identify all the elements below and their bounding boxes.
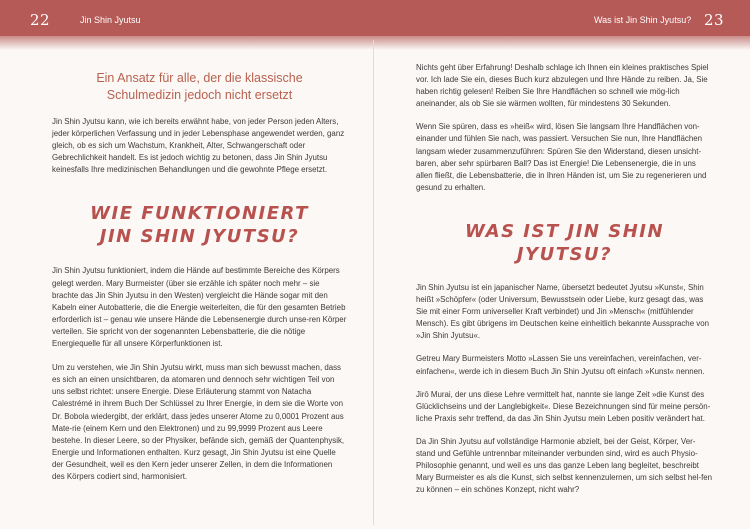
section-heading-how-it-works-line2: JIN SHIN JYUTSU? [99,226,300,248]
left-page-number: 22 [30,11,51,29]
lead-heading: Ein Ansatz für alle, der die klassische Schulmedizin jedoch nicht ersetzt [96,71,303,102]
left-running-title: Jin Shin Jyutsu [80,15,141,25]
page-gutter [373,40,374,525]
left-paragraph-1: Jin Shin Jyutsu funktioniert, indem die Hände auf bestimmte Bereiche des Körpers gelegt werden. Mary Burmeister (über sie erzähle ich später noch mehr – sie brachte das Jin Shin Jyutsu in den Westen) vergleicht die Hände sogar mit den Kabeln einer Autobatterie, die die Energie weiterleiten, die für den gesamten Betrieb erforderlich ist – genau wie unsere Hände die Lebensenergie durch unse-ren Körper verteilen. Sie spricht von der sogenannten Lebensbatterie, die die nötige Energiequelle für all unsere Körperfunktionen ist. [52,266,347,349]
left-paragraph-2: Um zu verstehen, wie Jin Shin Jyutsu wirkt, muss man sich bewusst machen, dass es sich an einen unsichtbaren, da atomaren und dennoch sehr wichtigen Teil von uns selbst richtet: unsere Energie. Diese Erläuterung stammt von Natacha Calestrémé in ihrem Buch Der Schlüssel zu Ihrer Energie, in dem sie die Worte von Dr. Bobola wiedergibt, der erklärt, dass jedes unserer Atome zu 0,0001 Prozent aus Mate-rie (einem Kern und den Elektronen) und zu 99,9999 Prozent aus Leere bestehe. In dieser Leere, so der Physiker, befände sich, gemäß der Quantenphysik, Energie und Informationen enthalten. Kurz gesagt, Jin Shin Jyutsu ist eine Quelle der Gesundheit, weil es den Kern jeder unserer Zellen, in dem die Informationen des Körpers codiert sind, harmonisiert. [52,363,345,481]
intro-paragraph: Jin Shin Jyutsu kann, wie ich bereits erwähnt habe, von jeder Person jeden Alters, jeder körperlichen Verfassung und in jeder Lebensphase angewendet werden, ganz gleich, ob es sich um Wachstum, Krankheit, Alter, Schwangerschaft oder Gebrechlichkeit handelt. Es ist jedoch wichtig zu betonen, dass Jin Shin Jyutsu keinesfalls Ihre medizinischen Behandlungen und die gewohnte Pflege ersetzt. [52,117,345,175]
right-paragraph-3: Jin Shin Jyutsu ist ein japanischer Name, übersetzt bedeutet Jyutsu »Kunst«, Shin heißt »Schöpfer« (oder Universum, Bewusstsein oder Liebe, kurz gesagt das, was Sie mit einer Form universeller Kraft verbindet) und Jin »Mensch« (mitfühlender Mensch). Es gibt übrigens im Deutschen keine einheitlich bekannte Aussprache von »Jin Shin Jyutsu«. [416,282,709,341]
right-paragraph-1: Nichts geht über Erfahrung! Deshalb schlage ich Ihnen ein kleines praktisches Spiel vor. Ich lade Sie ein, dieses Buch kurz abzulegen und Ihre Hände zu reiben. Ja, Sie haben richtig gelesen! Reiben Sie Ihre Handflächen so schnell wie mög-lich aneinander, als ob Sie sie wärmen wollten, für mindestens 30 Sekunden. [416,63,709,109]
left-page-column [52,62,347,483]
section-heading-how-it-works-line1: WIE FUNKTIONIERT [90,203,309,225]
right-paragraph-2: Wenn Sie spüren, dass es »heiß« wird, lösen Sie langsam Ihre Handflächen von-einander und fühlen Sie nach, was passiert. Versuchen Sie nun, Ihre Handflächen langsam wieder zusammenzuführen: Spüren Sie den Widerstand, diesen unsicht-baren, aber sehr spürbaren Ball? Das ist Energie! Die Lebensenergie, die in uns allen fließt, die Lebensbatterie, die in Ihren Händen ist, um Sie zu regenerieren und gesund zu erhalten. [416,122,707,192]
header-brush-fade [0,36,750,50]
right-paragraph-4: Getreu Mary Burmeisters Motto »Lassen Sie uns vereinfachen, vereinfachen, ver-einfachen«, werde ich in diesem Buch Jin Shin Jyutsu oft einfach »Kunst« nennen. [416,354,705,376]
right-page-number: 23 [704,11,725,29]
section-heading-what-is: WAS IST JIN SHIN JYUTSU? [464,220,665,265]
right-page-column [416,62,713,496]
right-paragraph-6: Da Jin Shin Jyutsu auf vollständige Harmonie abzielt, bei der Geist, Körper, Ver-stand und Gefühle untrennbar miteinander verbunden sind, wird es auch Physio-Philosophie genannt, und weil es uns das ganze Leben lang begleitet, beschreibt Mary Burmeister es als die Kunst, sich selbst kennenzulernen, um sich selbst hel-fen zu können – ein schönes Konzept, nicht wahr? [416,436,713,495]
right-paragraph-5: Jirō Murai, der uns diese Lehre vermittelt hat, nannte sie lange Zeit »die Kunst des Glücklichseins und der Langlebigkeit«. Diese Bezeichnungen sind für meine persön-liche Praxis sehr treffend, da das Jin Shin Jyutsu mein Leben positiv verändert hat. [416,389,711,423]
right-running-title: Was ist Jin Shin Jyutsu? [594,15,692,25]
